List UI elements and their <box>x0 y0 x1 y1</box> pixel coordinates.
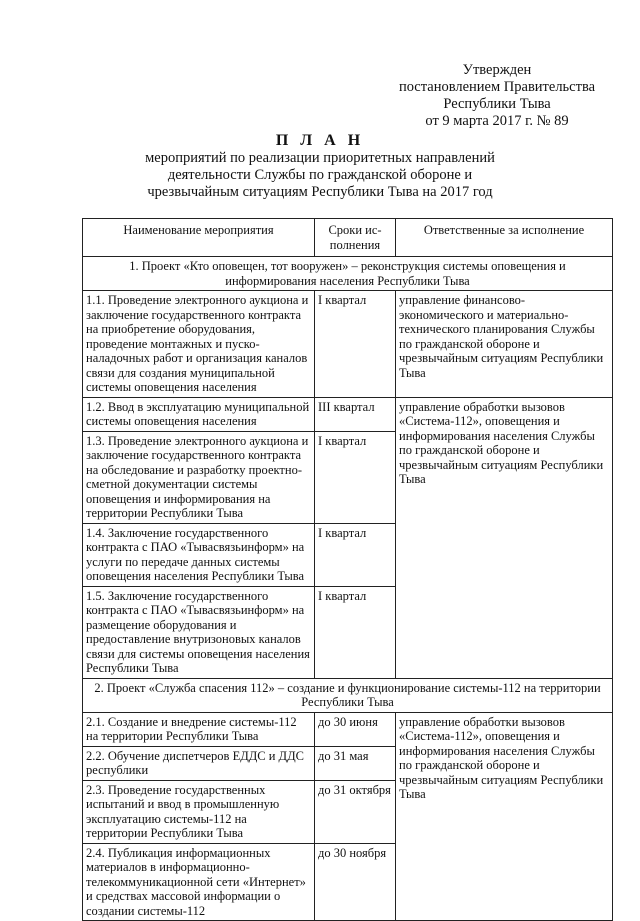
task-term: I квартал <box>315 431 396 523</box>
approval-line: постановлением Правительства <box>398 79 596 95</box>
task-responsible: управление обработки вызовов «Система-112», оповещения и информирования населения Службы по гражданской обороне и чрезвычайным ситуациям Республики Тыва <box>396 712 613 921</box>
task-term: до 30 ноября <box>315 843 396 921</box>
subtitle-line: чрезвычайным ситуациям Республики Тыва на 2017 год <box>147 184 493 200</box>
subtitle-line: мероприятий по реализации приоритетных направлений <box>145 150 495 166</box>
approval-block <box>392 62 602 130</box>
task-responsible: управление обработки вызовов «Система-112», оповещения и информирования населения Службы по гражданской обороне и чрезвычайным ситуациям Республики Тыва <box>396 397 613 678</box>
task-name: 2.4. Публикация информационных материалов в информационно-телекоммуникационной сети «Интернет» и средствах массовой информации о создании системы-112 <box>83 843 315 921</box>
task-responsible: управление финансово-экономического и материально-технического планирования Службы по гражданской обороне и чрезвычайным ситуациям Республики Тыва <box>396 291 613 398</box>
task-name: 1.2. Ввод в эксплуатацию муниципальной системы оповещения населения <box>83 397 315 431</box>
task-term: до 31 октября <box>315 780 396 843</box>
task-term: I квартал <box>315 291 396 398</box>
task-name: 2.3. Проведение государственных испытаний и ввод в промышленную эксплуатацию системы-112 на территории Республики Тыва <box>83 780 315 843</box>
task-name: 1.4. Заключение государственного контракта с ПАО «Тывасвязьинформ» на услуги по передаче данных системы оповещения населения Республики Тыва <box>83 523 315 586</box>
task-name: 2.2. Обучение диспетчеров ЕДДС и ДДС республики <box>83 746 315 780</box>
task-name: 1.5. Заключение государственного контракта с ПАО «Тывасвязьинформ» на размещение оборудования и предоставление внутризоновых каналов связи для системы оповещения населения Республики Тыва <box>83 586 315 678</box>
approval-date: от 9 марта 2017 г. № 89 <box>425 113 569 129</box>
approval-line: Утвержден <box>462 62 532 78</box>
task-term: до 31 мая <box>315 746 396 780</box>
header-responsible: Ответственные за исполнение <box>396 219 613 257</box>
task-name: 1.3. Проведение электронного аукциона и заключение государственного контракта на обследование и разработку проектно-сметной документации системы оповещения и информирования на территории Республики Тыва <box>83 431 315 523</box>
plan-table <box>82 218 613 921</box>
header-term: Сроки ис-полнения <box>315 219 396 257</box>
table-row <box>83 291 613 398</box>
task-term: I квартал <box>315 523 396 586</box>
table-row <box>83 712 613 746</box>
task-term: III квартал <box>315 397 396 431</box>
task-term: до 30 июня <box>315 712 396 746</box>
table-header-row <box>83 219 613 257</box>
document-title: П Л А Н <box>275 132 365 149</box>
approval-line: Республики Тыва <box>443 96 551 112</box>
document-subtitle <box>100 150 540 201</box>
section-row <box>83 257 613 291</box>
subtitle-line: деятельности Службы по гражданской обороне и <box>167 167 473 183</box>
task-term: I квартал <box>315 586 396 678</box>
header-name: Наименование мероприятия <box>83 219 315 257</box>
section-2-title: 2. Проект «Служба спасения 112» – создание и функционирование системы-112 на территории Республики Тыва <box>83 678 613 712</box>
section-row <box>83 678 613 712</box>
section-1-title: 1. Проект «Кто оповещен, тот вооружен» – реконструкция системы оповещения и информирования населения Республики Тыва <box>83 257 613 291</box>
task-name: 1.1. Проведение электронного аукциона и заключение государственного контракта на приобретение оборудования, проведение монтажных и пуско-наладочных работ и организация каналов связи для создания муниципальной системы оповещения населения <box>83 291 315 398</box>
table-row <box>83 397 613 431</box>
task-name: 2.1. Создание и внедрение системы-112 на территории Республики Тыва <box>83 712 315 746</box>
